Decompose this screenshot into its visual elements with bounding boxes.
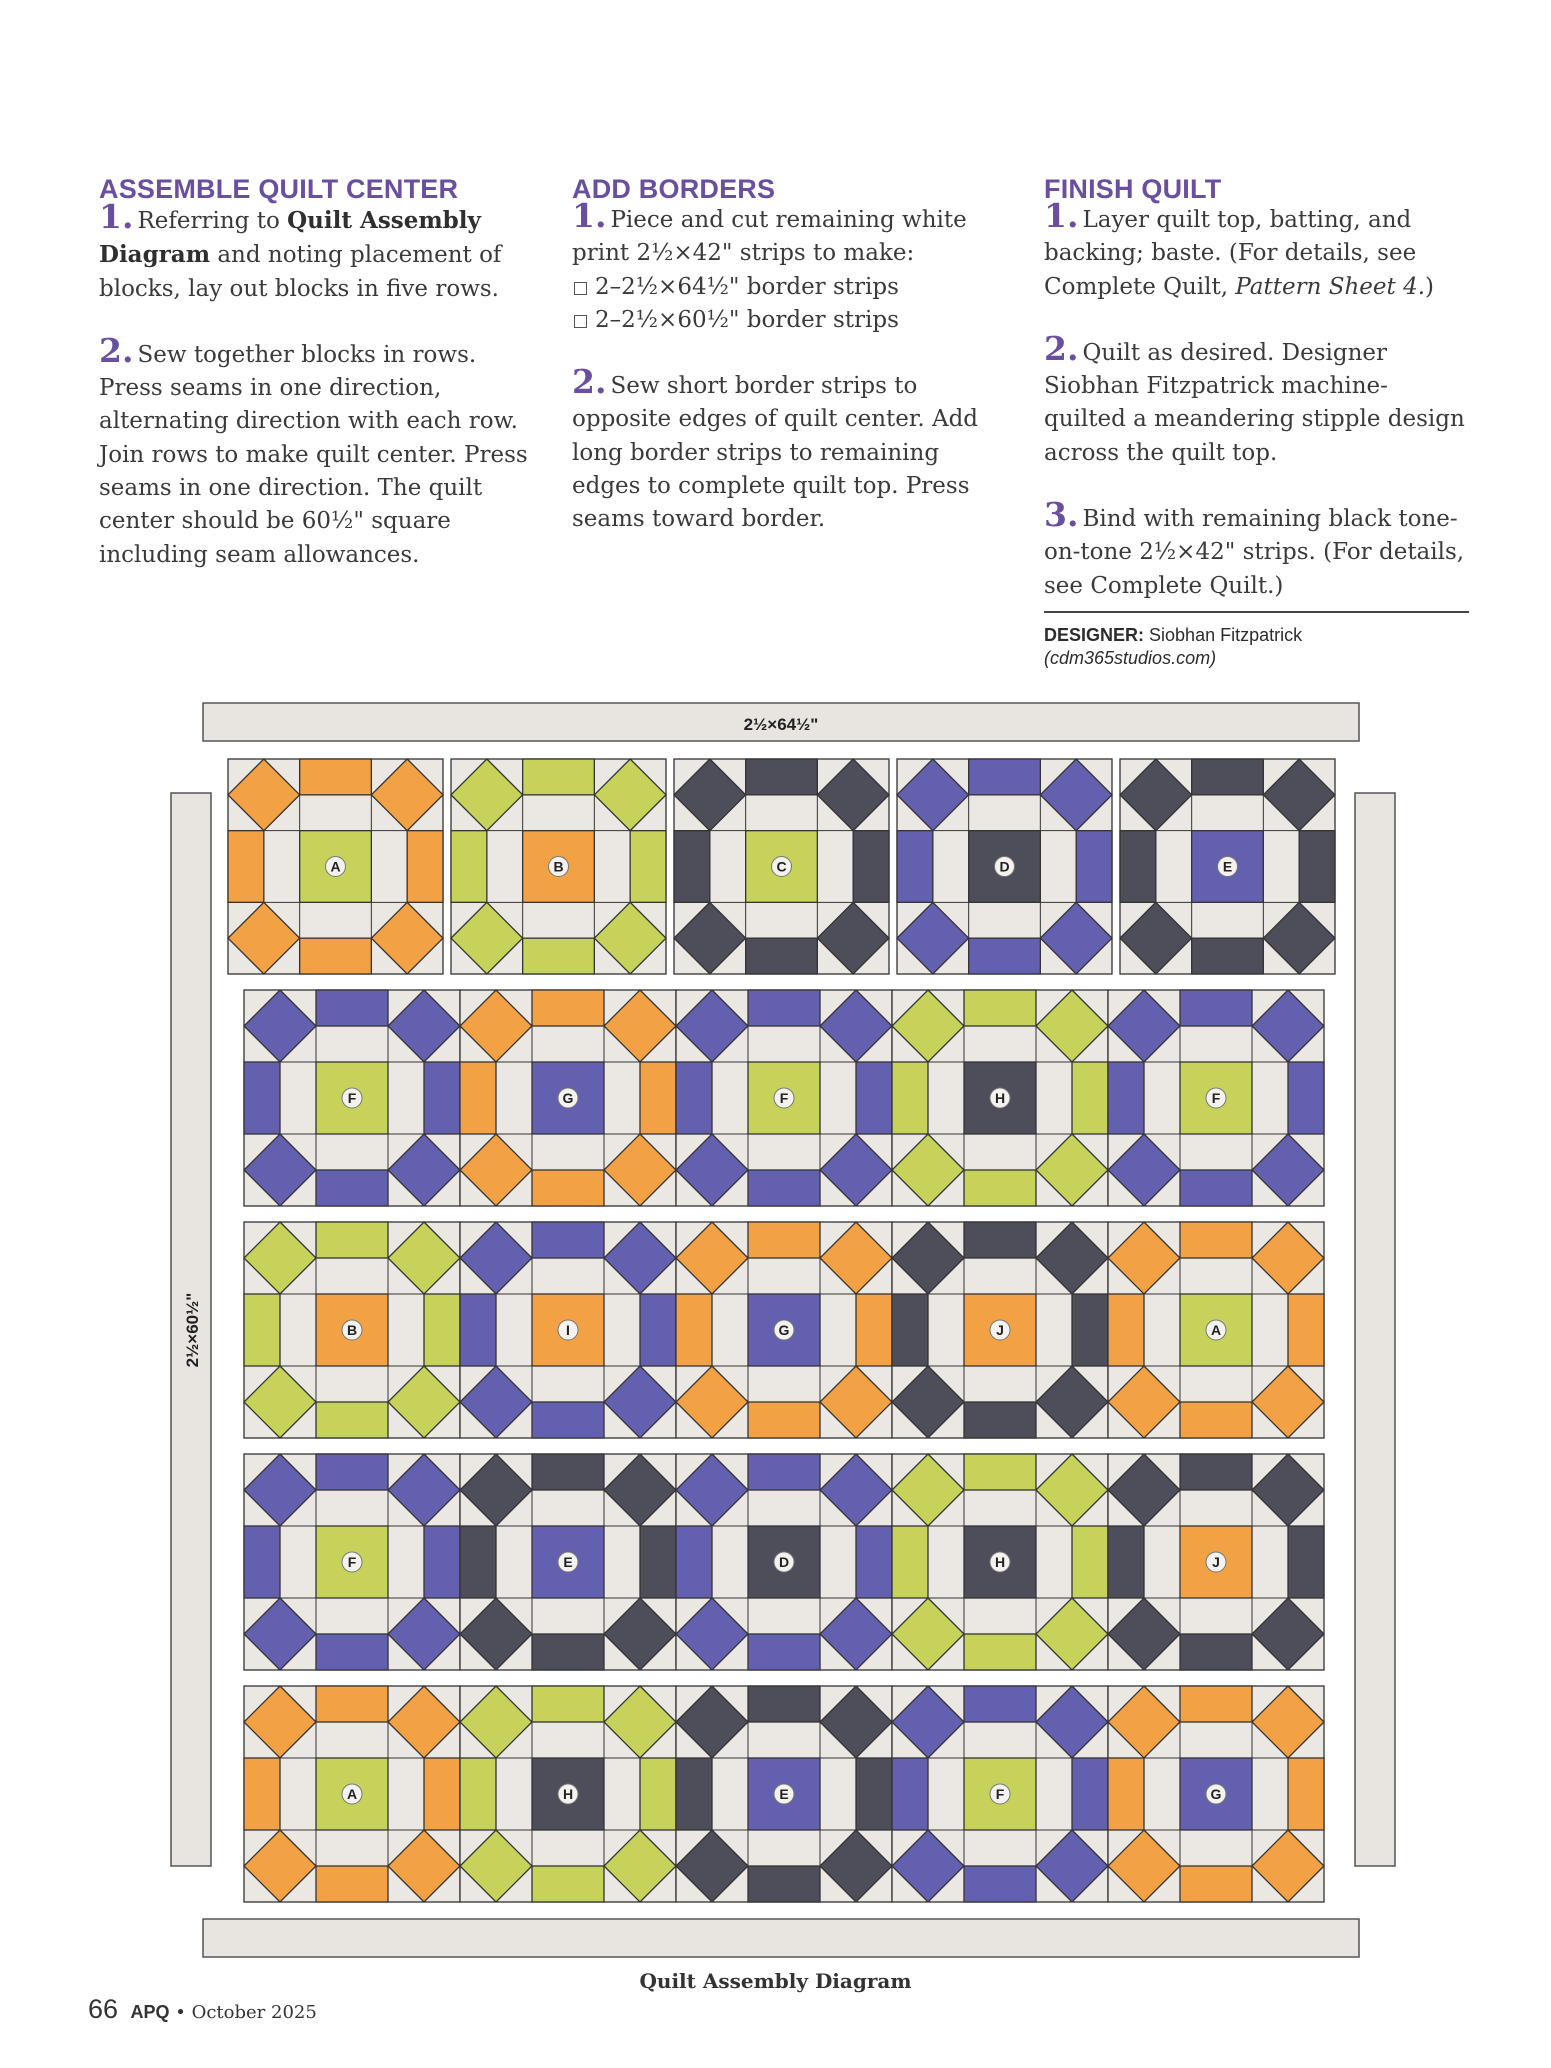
block-label: G: [1210, 1786, 1222, 1802]
edge-bar: [892, 1758, 928, 1830]
edge-bar: [964, 1866, 1036, 1902]
side-border-label: 2½×60½": [183, 1292, 202, 1368]
block-label: A: [330, 858, 341, 875]
block-label: H: [562, 1786, 574, 1802]
page-footer: [88, 1994, 317, 2025]
step-text: Sew short border strips to opposite edges of quilt center. Add long border strips to remaining edges to complete quilt top. Press seams toward border.: [572, 373, 979, 533]
edge-bar: [969, 938, 1041, 974]
block-label: G: [778, 1322, 790, 1338]
edge-bar: [856, 1526, 892, 1598]
right-border-strip: [1355, 793, 1395, 1866]
edge-bar: [1288, 1526, 1324, 1598]
section-heading: FINISH QUILT: [1044, 174, 1222, 204]
edge-bar: [748, 1222, 820, 1258]
edge-bar: [316, 1686, 388, 1722]
edge-bar: [460, 1062, 496, 1134]
diagram-reference: Quilt Assembly Diagram: [99, 207, 481, 269]
block-label: J: [1212, 1554, 1220, 1570]
edge-bar: [532, 1170, 604, 1206]
bottom-border-strip: [203, 1919, 1359, 1957]
edge-bar: [228, 831, 264, 903]
block-label: G: [562, 1090, 574, 1106]
edge-bar: [853, 831, 889, 903]
step-number: 1.: [1044, 196, 1079, 235]
block-label: D: [778, 1554, 790, 1570]
edge-bar: [1192, 938, 1264, 974]
block-label: I: [566, 1322, 570, 1338]
edge-bar: [300, 938, 372, 974]
edge-bar: [1108, 1526, 1144, 1598]
edge-bar: [1192, 759, 1264, 795]
edge-bar: [1288, 1062, 1324, 1134]
block-label: H: [994, 1554, 1006, 1570]
edge-bar: [316, 990, 388, 1026]
edge-bar: [1076, 831, 1112, 903]
edge-bar: [964, 1402, 1036, 1438]
block-label: E: [779, 1786, 789, 1802]
edge-bar: [244, 1294, 280, 1366]
footer-separator: •: [169, 2002, 192, 2023]
list-item: 2–2½×64½" border strips: [595, 273, 899, 300]
edge-bar: [748, 1454, 820, 1490]
section-heading: ASSEMBLE QUILT CENTER: [99, 174, 459, 204]
step-text: ): [1425, 273, 1435, 300]
edge-bar: [1120, 831, 1156, 903]
pattern-sheet-reference: Pattern Sheet 4.: [1235, 273, 1426, 300]
edge-bar: [630, 831, 666, 903]
edge-bar: [640, 1526, 676, 1598]
edge-bar: [1180, 1866, 1252, 1902]
step-number: 1.: [572, 196, 607, 235]
edge-bar: [892, 1294, 928, 1366]
step-text: Quilt as desired. Designer Siobhan Fitzpatrick machine-quilted a meandering stipple design across the quilt top.: [1044, 339, 1465, 466]
edge-bar: [674, 831, 710, 903]
step-number: 3.: [1044, 495, 1079, 535]
edge-bar: [748, 1686, 820, 1722]
edge-bar: [748, 1402, 820, 1438]
edge-bar: [1180, 1222, 1252, 1258]
edge-bar: [676, 1062, 712, 1134]
block-label: D: [999, 858, 1010, 875]
section-heading: ADD BORDERS: [572, 174, 776, 204]
magazine-name: APQ: [130, 2002, 170, 2022]
edge-bar: [1180, 1402, 1252, 1438]
block-label: F: [1211, 1090, 1221, 1106]
edge-bar: [1180, 1686, 1252, 1722]
edge-bar: [316, 1454, 388, 1490]
block-label: E: [563, 1554, 573, 1570]
edge-bar: [460, 1294, 496, 1366]
edge-bar: [640, 1758, 676, 1830]
edge-bar: [532, 1866, 604, 1902]
page-number: 66: [88, 1994, 119, 2024]
edge-bar: [532, 1686, 604, 1722]
edge-bar: [1288, 1758, 1324, 1830]
edge-bar: [1072, 1758, 1108, 1830]
edge-bar: [1108, 1062, 1144, 1134]
edge-bar: [244, 1758, 280, 1830]
step-text: and noting placement of blocks, lay out blocks in five rows.: [99, 242, 502, 302]
edge-bar: [1288, 1294, 1324, 1366]
edge-bar: [964, 990, 1036, 1026]
edge-bar: [300, 759, 372, 795]
edge-bar: [1299, 831, 1335, 903]
edge-bar: [964, 1222, 1036, 1258]
edge-bar: [424, 1062, 460, 1134]
edge-bar: [424, 1526, 460, 1598]
edge-bar: [748, 1170, 820, 1206]
step-text: Piece and cut remaining white print 2½×42" strips to make:: [572, 207, 967, 267]
edge-bar: [316, 1866, 388, 1902]
edge-bar: [460, 1758, 496, 1830]
edge-bar: [407, 831, 443, 903]
step-text: Layer quilt top, batting, and backing; baste. (For details, see Complete Quilt,: [1044, 207, 1417, 300]
step-number: 1.: [99, 197, 134, 236]
edge-bar: [1180, 990, 1252, 1026]
edge-bar: [748, 1634, 820, 1670]
block-label: C: [776, 858, 787, 875]
edge-bar: [897, 831, 933, 903]
edge-bar: [460, 1526, 496, 1598]
edge-bar: [856, 1758, 892, 1830]
block-label: H: [994, 1090, 1006, 1106]
edge-bar: [1108, 1758, 1144, 1830]
block-label: F: [347, 1554, 357, 1570]
edge-bar: [969, 759, 1041, 795]
edge-bar: [746, 938, 818, 974]
edge-bar: [856, 1294, 892, 1366]
edge-bar: [748, 1866, 820, 1902]
edge-bar: [748, 990, 820, 1026]
edge-bar: [1180, 1634, 1252, 1670]
list-item: 2–2½×60½" border strips: [595, 306, 899, 333]
edge-bar: [451, 831, 487, 903]
edge-bar: [523, 938, 595, 974]
block-label: B: [553, 858, 564, 875]
edge-bar: [532, 1222, 604, 1258]
edge-bar: [532, 990, 604, 1026]
step-number: 2.: [99, 330, 134, 370]
edge-bar: [640, 1294, 676, 1366]
block-label: F: [347, 1090, 357, 1106]
edge-bar: [964, 1170, 1036, 1206]
edge-bar: [532, 1634, 604, 1670]
edge-bar: [1072, 1062, 1108, 1134]
edge-bar: [1072, 1294, 1108, 1366]
edge-bar: [1108, 1294, 1144, 1366]
edge-bar: [523, 759, 595, 795]
step-number: 2.: [572, 362, 607, 402]
block-label: A: [346, 1786, 358, 1802]
edge-bar: [244, 1526, 280, 1598]
edge-bar: [424, 1294, 460, 1366]
step-text: Sew together blocks in rows. Press seams in one direction, alternating direction with each row. Join rows to make quilt center. Press seams in one direction. The quilt center should be 60½" square including seam allowances.: [99, 341, 528, 568]
edge-bar: [316, 1634, 388, 1670]
edge-bar: [532, 1454, 604, 1490]
step-text: Referring to: [137, 208, 288, 234]
edge-bar: [316, 1402, 388, 1438]
step-number: 2.: [1044, 328, 1079, 368]
edge-bar: [1180, 1170, 1252, 1206]
issue-date: October 2025: [191, 2002, 317, 2023]
top-border-label: 2½×64½": [743, 715, 819, 734]
designer-name: Siobhan Fitzpatrick: [1149, 625, 1303, 645]
edge-bar: [892, 1526, 928, 1598]
edge-bar: [676, 1294, 712, 1366]
edge-bar: [964, 1454, 1036, 1490]
edge-bar: [676, 1758, 712, 1830]
edge-bar: [746, 759, 818, 795]
step-text: Bind with remaining black tone-on-tone 2½×42" strips. (For details, see Complete Quilt.): [1044, 506, 1465, 599]
diagram-caption: Quilt Assembly Diagram: [639, 1969, 912, 1993]
edge-bar: [856, 1062, 892, 1134]
edge-bar: [532, 1402, 604, 1438]
edge-bar: [244, 1062, 280, 1134]
block-label: J: [996, 1322, 1004, 1338]
designer-label: DESIGNER:: [1044, 625, 1145, 645]
edge-bar: [892, 1062, 928, 1134]
edge-bar: [964, 1686, 1036, 1722]
block-label: F: [995, 1786, 1005, 1802]
edge-bar: [676, 1526, 712, 1598]
edge-bar: [1072, 1526, 1108, 1598]
edge-bar: [316, 1222, 388, 1258]
edge-bar: [1180, 1454, 1252, 1490]
edge-bar: [964, 1634, 1036, 1670]
designer-website: (cdm365studios.com): [1044, 648, 1217, 668]
block-label: F: [779, 1090, 789, 1106]
block-label: A: [1210, 1322, 1222, 1338]
edge-bar: [640, 1062, 676, 1134]
block-label: E: [1222, 858, 1233, 875]
edge-bar: [316, 1170, 388, 1206]
block-label: B: [346, 1322, 358, 1338]
edge-bar: [424, 1758, 460, 1830]
